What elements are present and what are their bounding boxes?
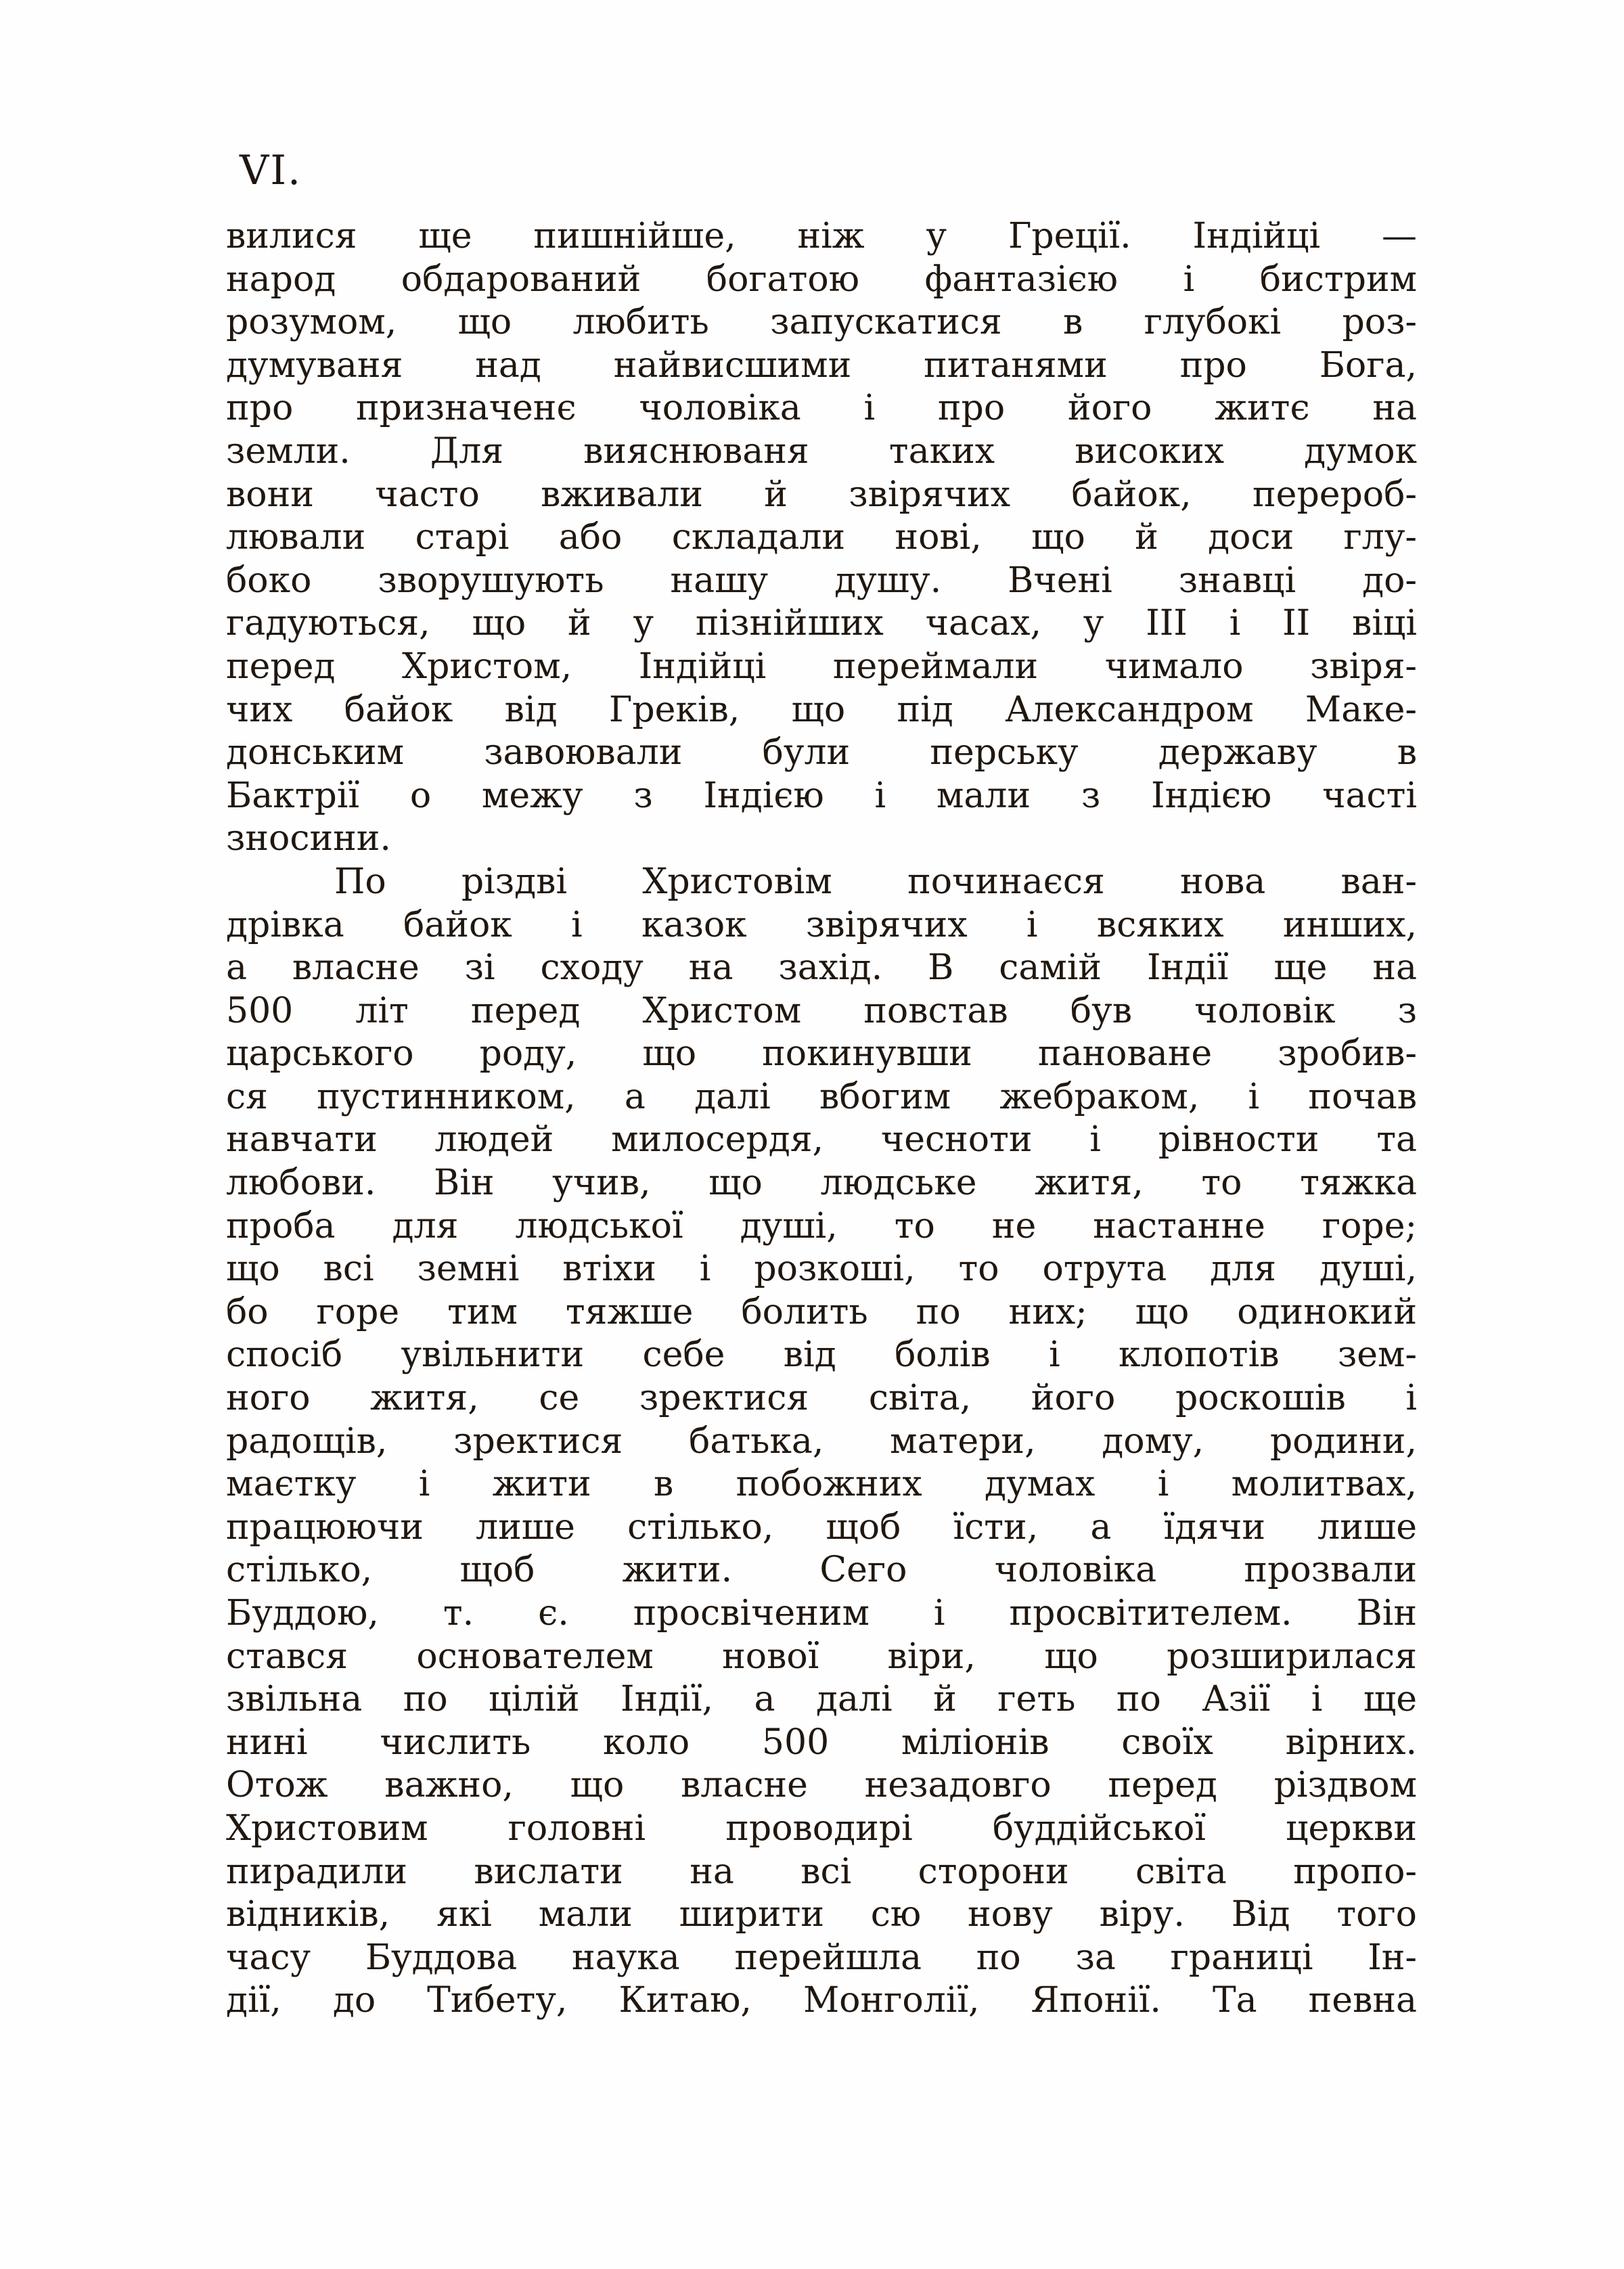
body-text (226, 215, 1417, 2023)
text-line: любови. Він учив, що людське житя, то тяжка (226, 1163, 1417, 1204)
text-line: думуваня над найвисшими питанями про Бога, (226, 344, 1417, 386)
text-line: а власне зі сходу на захід. В самій Індії ще на (226, 947, 1417, 989)
text-line: чих байок від Греків, що під Александром Маке- (226, 689, 1417, 730)
text-line: вилися ще пишнійше, ніж у Греції. Індійці — (226, 216, 1417, 256)
text-line: працюючи лише стілько, щоб їсти, а їдячи лише (226, 1506, 1417, 1548)
text-line: По різдві Христовім починаєся нова ван- (334, 861, 1417, 902)
text-line: зносини. (226, 818, 391, 859)
text-line: бо горе тим тяжше болить по них; що одинокий (226, 1291, 1417, 1332)
text-line: Христовим головні проводирі буддійської церкви (226, 1807, 1417, 1849)
text-line: лювали старі або складали нові, що й доси глу- (226, 517, 1417, 558)
text-line: ного житя, се зректися світа, його роскошів і (226, 1378, 1417, 1419)
text-line: радощів, зректися батька, матери, дому, родини, (226, 1420, 1417, 1462)
text-line: дії, до Тибету, Китаю, Монголії, Японії. Та певна (226, 1980, 1417, 2021)
text-line: що всі земні втіхи і розкоші, то отрута для душі, (226, 1249, 1417, 1290)
text-line: донським завоювали були перську державу в (226, 732, 1417, 773)
text-line: пирадили вислати на всі сторони світа пропо- (226, 1851, 1417, 1892)
page-number: VI. (240, 147, 302, 194)
text-line: проба для людської душі, то не настанне горе; (226, 1205, 1417, 1246)
text-line: боко зворушують нашу душу. Вчені знавці до- (226, 560, 1417, 601)
text-line: навчати людей милосердя, чесноти і рівности та (226, 1119, 1417, 1161)
text-line: дрівка байок і казок звірячих і всяких инших, (226, 904, 1417, 945)
text-line: розумом, що любить запускатися в глубокі роз- (226, 302, 1417, 343)
text-line: стілько, щоб жити. Сего чоловіка прозвали (226, 1550, 1417, 1591)
text-line: нині числить коло 500 міліонів своїх вірних. (226, 1722, 1417, 1763)
text-line: царського роду, що покинувши пановане зробив- (226, 1033, 1417, 1075)
text-line: ся пустинником, а далі вбогим жебраком, і почав (226, 1076, 1417, 1117)
text-line: перед Христом, Індійці переймали чимало звіря- (226, 646, 1417, 687)
text-line: народ обдарований богатою фантазією і бистрим (226, 259, 1417, 300)
text-line: стався основателем нової віри, що розширилася (226, 1636, 1417, 1677)
text-line: спосіб увільнити себе від болів і клопотів зем- (226, 1334, 1417, 1376)
text-line: Бактрії о межу з Індією і мали з Індією часті (226, 775, 1417, 816)
text-line: 500 літ перед Христом повстав був чоловік з (226, 990, 1417, 1031)
text-line: Отож важно, що власне незадовго перед різдвом (226, 1765, 1417, 1806)
text-line: часу Буддова наука перейшла по за границі Ін- (226, 1937, 1417, 1978)
text-line: відників, які мали ширити сю нову віру. Від того (226, 1894, 1417, 1935)
text-line: про призначенє чоловіка і про його житє на (226, 388, 1417, 429)
text-line: Буддою, т. є. просвіченим і просвітителем. Він (226, 1593, 1417, 1634)
text-line: вони часто вживали й звірячих байок, перероб- (226, 474, 1417, 515)
text-line: звільна по цілій Індії, а далі й геть по Азії і ще (226, 1679, 1417, 1720)
text-line: земли. Для вияснюваня таких високих думок (226, 430, 1417, 472)
text-line: маєтку і жити в побожних думах і молитвах, (226, 1464, 1417, 1505)
text-line: гадуються, що й у пізнійших часах, у III і II віці (226, 603, 1417, 644)
